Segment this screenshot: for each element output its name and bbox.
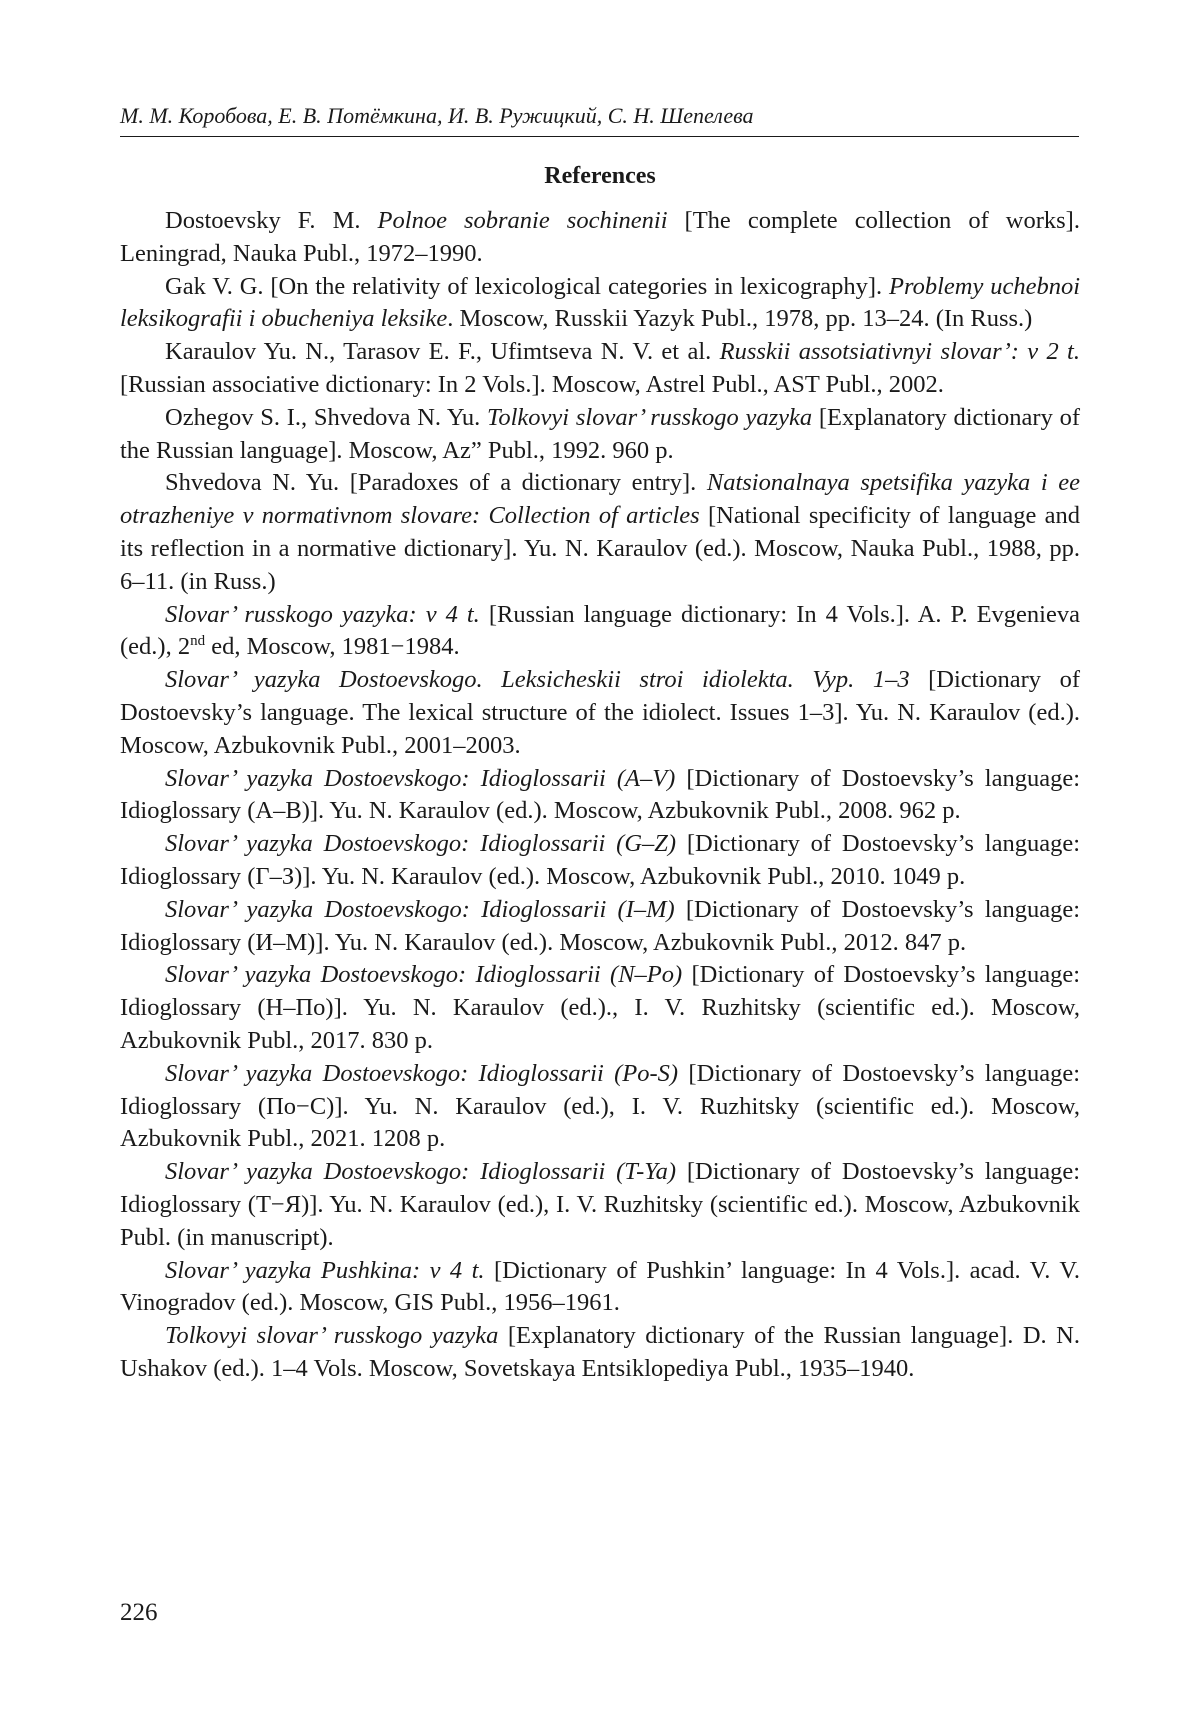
reference-entry: Slovar’ yazyka Dostoevskogo: Idioglossarii (T-Ya) [Dictionary of Dostoevsky’s language: Idioglossary (Т−Я)]. Yu. N. Karaulov (ed.), I. V. Ruzhitsky (scientific ed.). Moscow, Azbukovnik Publ. (in manuscript). [120,1158,1080,1251]
reference-entry: Gak V. G. [On the relativity of lexicological categories in lexicography]. Problemy uchebnoi leksikografii i obucheniya leksike. Moscow, Russkii Yazyk Publ., 1978, pp. 13–24. (In Russ.) [120,272,1080,333]
page-number: 226 [120,1599,158,1626]
reference-entry: Slovar’ yazyka Dostoevskogo: Idioglossarii (A–V) [Dictionary of Dostoevsky’s language: Idioglossary (А–В)]. Yu. N. Karaulov (ed.). Moscow, Azbukovnik Publ., 2008. 962 p. [120,764,1080,825]
reference-entry: Tolkovyi slovar’ russkogo yazyka [Explanatory dictionary of the Russian language]. D. N. Ushakov (ed.). 1–4 Vols. Moscow, Sovetskaya Entsiklopediya Publ., 1935–1940. [120,1322,1080,1382]
reference-entry: Karaulov Yu. N., Tarasov E. F., Ufimtseva N. V. et al. Russkii assotsiativnyi slovar’: v 2 t. [Russian associative dictionary: In 2 Vols.]. Moscow, Astrel Publ., AST Publ., 2002. [120,338,1080,398]
reference-entry: Shvedova N. Yu. [Paradoxes of a dictionary entry]. Natsionalnaya spetsifika yazyka i ee otrazheniye v normativnom slovare: Collection of articles [National specificity of language and its reflection in a normative dictionary]. Yu. N. Karaulov (ed.). Moscow, Nauka Publ., 1988, pp. 6–11. (in Russ.) [120,469,1081,595]
reference-entry: Ozhegov S. I., Shvedova N. Yu. Tolkovyi slovar’ russkogo yazyka [Explanatory dictionary of the Russian language]. Moscow, Az” Publ., 1992. 960 p. [120,403,1080,464]
reference-entry: Slovar’ yazyka Dostoevskogo: Idioglossarii (Po-S) [Dictionary of Dostoevsky’s language: Idioglossary (По−С)]. Yu. N. Karaulov (ed.), I. V. Ruzhitsky (scientific ed.). Moscow, Azbukovnik Publ., 2021. 1208 p. [120,1059,1080,1153]
reference-list [120,205,1080,1386]
reference-entry: Slovar’ yazyka Pushkina: v 4 t. [Dictionary of Pushkin’ language: In 4 Vols.]. acad. V. V. Vinogradov (ed.). Moscow, GIS Publ., 1956–1961. [120,1256,1080,1317]
section-title: References [544,163,656,189]
reference-entry: Slovar’ yazyka Dostoevskogo: Idioglossarii (N–Po) [Dictionary of Dostoevsky’s language: Idioglossary (Н–По)]. Yu. N. Karaulov (ed.)., I. V. Ruzhitsky (scientific ed.). Moscow, Azbukovnik Publ., 2017. 830 p. [120,961,1080,1054]
header-rule [120,136,1079,137]
running-head-authors: М. М. Коробова, Е. В. Потёмкина, И. В. Ружицкий, С. Н. Шепелева [120,103,754,128]
reference-entry: Slovar’ yazyka Dostoevskogo. Leksicheskii stroi idiolekta. Vyp. 1–3 [Dictionary of Dostoevsky’s language. The lexical structure of the idiolect. Issues 1–3]. Yu. N. Karaulov (ed.). Moscow, Azbukovnik Publ., 2001–2003. [120,666,1080,759]
reference-entry: Slovar’ yazyka Dostoevskogo: Idioglossarii (G–Z) [Dictionary of Dostoevsky’s language: Idioglossary (Г–З)]. Yu. N. Karaulov (ed.). Moscow, Azbukovnik Publ., 2010. 1049 p. [120,830,1080,890]
reference-entry: Slovar’ yazyka Dostoevskogo: Idioglossarii (I–M) [Dictionary of Dostoevsky’s language: Idioglossary (И–М)]. Yu. N. Karaulov (ed.). Moscow, Azbukovnik Publ., 2012. 847 p. [120,895,1080,956]
reference-entry: Slovar’ russkogo yazyka: v 4 t. [Russian language dictionary: In 4 Vols.]. A. P. Evgenieva (ed.), 2nd ed, Moscow, 1981−1984. [120,600,1080,661]
reference-entry: Dostoevsky F. M. Polnoe sobranie sochinenii [The complete collection of works]. Leningrad, Nauka Publ., 1972–1990. [120,207,1080,267]
